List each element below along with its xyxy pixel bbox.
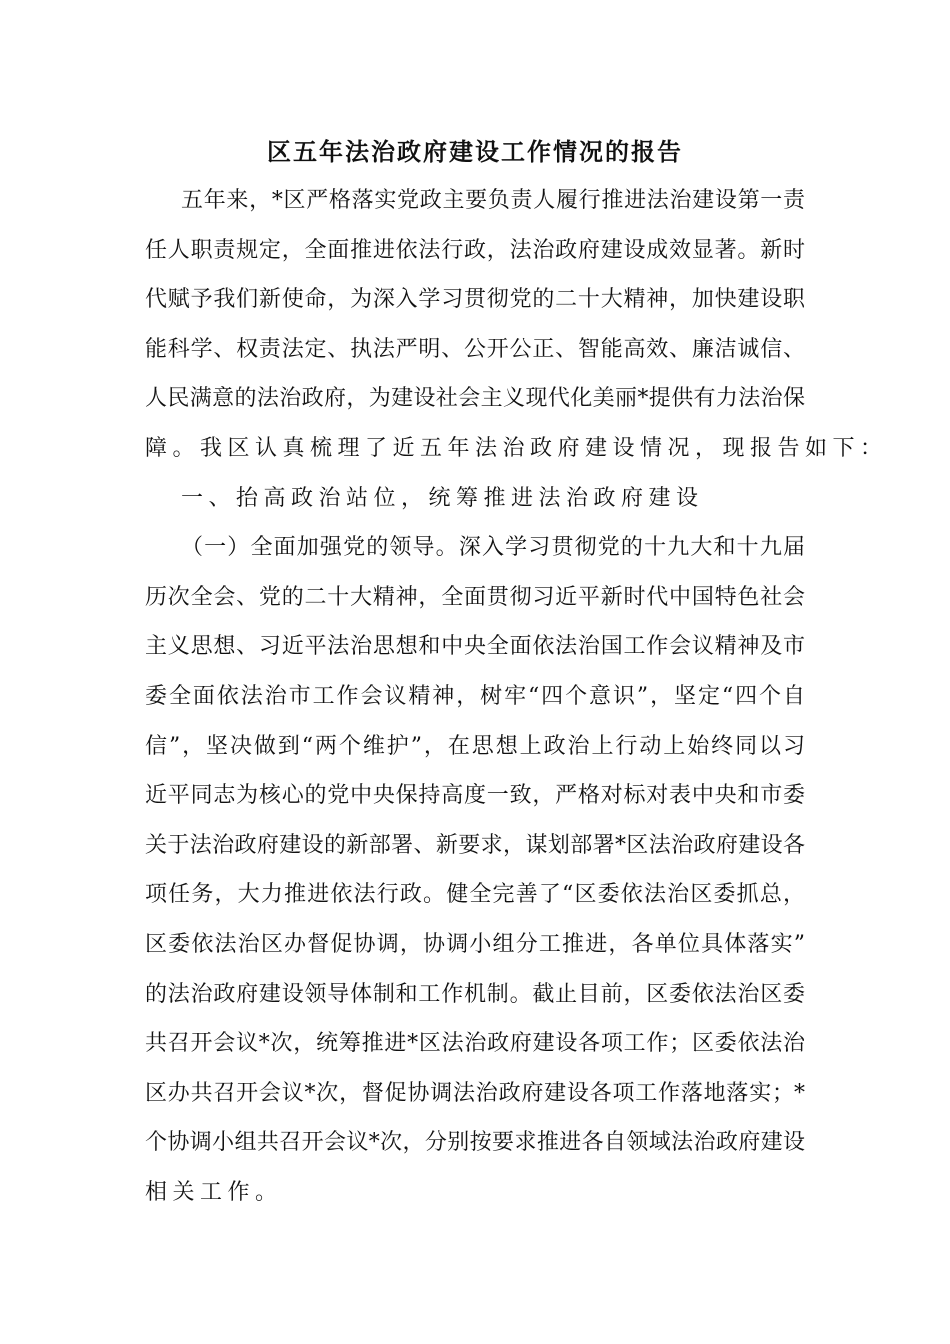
- text-line: 区委依法治区办督促协调，协调小组分工推进，各单位具体落实”: [145, 931, 805, 957]
- text-line: 代赋予我们新使命，为深入学习贯彻党的二十大精神，加快建设职: [145, 287, 805, 313]
- text-line: 个协调小组共召开会议*次，分别按要求推进各自领域法治政府建设: [145, 1130, 805, 1156]
- text-line: 五年来，*区严格落实党政主要负责人履行推进法治建设第一责: [181, 188, 805, 213]
- section-heading: [145, 474, 805, 524]
- text-line: 障。我区认真梳理了近五年法治政府建设情况，现报告如下：: [145, 435, 888, 461]
- text-line: 共召开会议*次，统筹推进*区法治政府建设各项工作；区委依法治: [145, 1031, 805, 1057]
- text-line: 近平同志为核心的党中央保持高度一致，严格对标对表中央和市委: [145, 783, 805, 809]
- text-line: 信”，坚决做到“两个维护”，在思想上政治上行动上始终同以习: [145, 733, 805, 759]
- text-line: 任人职责规定，全面推进依法行政，法治政府建设成效显著。新时: [145, 237, 805, 263]
- text-line: 委全面依法治市工作会议精神，树牢“四个意识”，坚定“四个自: [145, 683, 805, 709]
- section-heading-text: 一、抬高政治站位，统筹推进法治政府建设: [181, 485, 704, 511]
- text-line: 相关工作。: [145, 1179, 283, 1205]
- text-line: （一）全面加强党的领导。深入学习贯彻党的十九大和十九届: [181, 535, 805, 561]
- text-line: 历次全会、党的二十大精神，全面贯彻习近平新时代中国特色社会: [145, 584, 805, 610]
- document-body: [145, 176, 888, 1217]
- text-line: 能科学、权责法定、执法严明、公开公正、智能高效、廉洁诚信、: [145, 336, 805, 362]
- paragraph-party-leadership: [145, 523, 805, 1217]
- text-line: 主义思想、习近平法治思想和中央全面依法治国工作会议精神及市: [145, 634, 805, 660]
- document-title: 区五年法治政府建设工作情况的报告: [267, 137, 683, 166]
- text-line: 的法治政府建设领导体制和工作机制。截止目前，区委依法治区委: [145, 981, 805, 1007]
- text-line: 人民满意的法治政府，为建设社会主义现代化美丽*提供有力法治保: [145, 386, 805, 412]
- text-line: 区办共召开会议*次，督促协调法治政府建设各项工作落地落实；*: [145, 1080, 805, 1106]
- text-line: 关于法治政府建设的新部署、新要求，谋划部署*区法治政府建设各: [145, 832, 805, 858]
- paragraph-intro: [145, 176, 888, 474]
- text-line: 项任务，大力推进依法行政。健全完善了“区委依法治区委抓总，: [145, 882, 805, 908]
